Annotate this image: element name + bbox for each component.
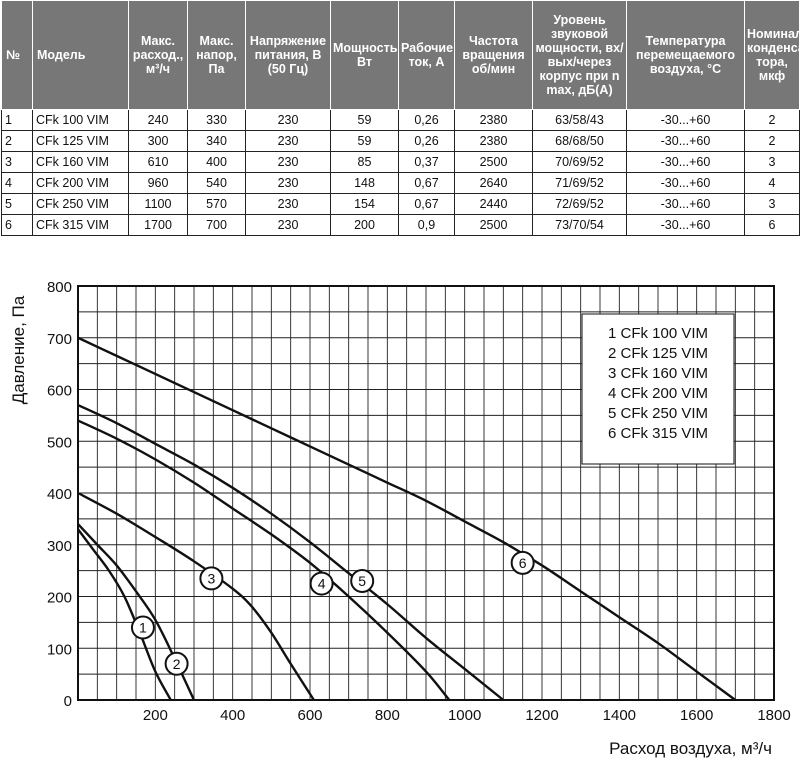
table-cell: 0,26 — [399, 131, 455, 152]
table-cell: 230 — [246, 173, 331, 194]
table-cell: 6 — [2, 215, 33, 236]
column-header: Температура перемещаемого воздуха, °С — [627, 1, 745, 110]
table-cell: 570 — [188, 194, 246, 215]
column-header: Мощность Вт — [331, 1, 399, 110]
table-cell: CFk 315 VIM — [33, 215, 129, 236]
curve-4 — [78, 421, 449, 700]
table-cell: 3 — [745, 194, 800, 215]
table-row — [2, 194, 800, 215]
table-cell: 610 — [129, 152, 188, 173]
column-header: Рабочие ток, А — [399, 1, 455, 110]
legend-entry: 3 CFk 160 VIM — [608, 365, 709, 382]
table-cell: 300 — [129, 131, 188, 152]
table-cell: 85 — [331, 152, 399, 173]
marker-label: 3 — [207, 570, 216, 587]
spec-table — [1, 0, 809, 236]
marker-label: 4 — [317, 575, 326, 592]
x-tick-label: 1200 — [525, 707, 559, 724]
table-cell: 71/69/52 — [533, 173, 627, 194]
table-cell: 68/68/50 — [533, 131, 627, 152]
table-cell: -30...+60 — [627, 173, 745, 194]
y-tick-label: 500 — [46, 434, 72, 452]
table-cell: CFk 160 VIM — [33, 152, 129, 173]
table-cell: 4 — [745, 173, 800, 194]
x-tick-label: 400 — [220, 707, 246, 724]
column-header: Уровень звуковой мощности, вх/вых/через корпус при n max, дБ(А) — [533, 1, 627, 110]
table-cell: 330 — [188, 110, 246, 131]
table-cell: 1 — [2, 110, 33, 131]
table-row — [2, 131, 800, 152]
x-tick-label: 600 — [297, 707, 323, 724]
table-cell: 230 — [246, 215, 331, 236]
column-header: № — [2, 1, 33, 110]
legend-entry: 6 CFk 315 VIM — [608, 425, 709, 442]
table-row — [2, 152, 800, 173]
table-cell: 960 — [129, 173, 188, 194]
table-cell: 400 — [188, 152, 246, 173]
marker-label: 1 — [139, 619, 147, 636]
marker-label: 6 — [518, 554, 527, 571]
table-cell: 2380 — [455, 110, 533, 131]
legend-entry: 1 CFk 100 VIM — [608, 325, 709, 342]
table-cell: 1700 — [129, 215, 188, 236]
x-tick-label: 800 — [374, 707, 400, 724]
table-cell: 240 — [129, 110, 188, 131]
marker-5 — [351, 570, 373, 592]
table-cell: 59 — [331, 110, 399, 131]
x-tick-label: 1800 — [757, 707, 791, 724]
marker-1 — [132, 617, 154, 639]
table-cell: 2440 — [455, 194, 533, 215]
table-body — [2, 110, 800, 236]
column-header: Макс. напор, Па — [188, 1, 246, 110]
table-cell: 2500 — [455, 152, 533, 173]
table-cell: 2 — [745, 131, 800, 152]
marker-label: 2 — [172, 655, 181, 672]
table-cell: -30...+60 — [627, 131, 745, 152]
y-tick-label: 0 — [63, 693, 72, 710]
table-cell: 0,9 — [399, 215, 455, 236]
y-tick-label: 300 — [46, 537, 72, 555]
x-tick-label: 200 — [142, 707, 168, 724]
table-cell: 154 — [331, 194, 399, 215]
legend-entry: 5 CFk 250 VIM — [608, 405, 709, 422]
y-tick-label: 100 — [46, 641, 72, 659]
table-cell: 73/70/54 — [533, 215, 627, 236]
column-header: Модель — [33, 1, 129, 110]
y-tick-label: 700 — [46, 330, 72, 348]
table-cell: CFk 100 VIM — [33, 110, 129, 131]
x-tick-label: 1000 — [447, 707, 482, 724]
y-axis-label: Давление, Па — [9, 295, 28, 405]
table-cell: 1100 — [129, 194, 188, 215]
table-cell: 59 — [331, 131, 399, 152]
table-cell: 72/69/52 — [533, 194, 627, 215]
table-cell: -30...+60 — [627, 194, 745, 215]
table-row — [2, 110, 800, 131]
table-cell: 0,67 — [399, 173, 455, 194]
table-cell: 3 — [2, 152, 33, 173]
table-cell: 340 — [188, 131, 246, 152]
y-axis-ticks — [47, 279, 72, 710]
legend — [582, 314, 734, 464]
table-cell: 2380 — [455, 131, 533, 152]
x-tick-label: 1400 — [602, 707, 637, 724]
table-cell: 2500 — [455, 215, 533, 236]
marker-label: 5 — [358, 572, 367, 589]
marker-2 — [166, 653, 188, 675]
table-cell: 5 — [2, 194, 33, 215]
column-header: Напряжение питания, В (50 Гц) — [246, 1, 331, 110]
table-cell: 4 — [2, 173, 33, 194]
table-cell: 3 — [745, 152, 800, 173]
column-header: Номинал конденса-тора, мкф — [745, 1, 800, 110]
table-cell: 70/69/52 — [533, 152, 627, 173]
table-row — [2, 215, 800, 236]
table-cell: 2640 — [455, 173, 533, 194]
table-cell: 6 — [745, 215, 800, 236]
y-tick-label: 800 — [46, 279, 72, 296]
x-axis-label: Расход воздуха, м³/ч — [609, 739, 772, 758]
table-cell: 0,26 — [399, 110, 455, 131]
legend-entry: 2 CFk 125 VIM — [608, 345, 709, 362]
table-cell: 230 — [246, 152, 331, 173]
marker-4 — [311, 573, 333, 595]
y-tick-label: 200 — [46, 589, 72, 607]
table-cell: 0,37 — [399, 152, 455, 173]
table-cell: CFk 125 VIM — [33, 131, 129, 152]
table-cell: 0,67 — [399, 194, 455, 215]
marker-3 — [200, 567, 222, 589]
column-header: Макс. расход., м³/ч — [129, 1, 188, 110]
table-header-row — [2, 1, 800, 110]
x-tick-label: 1600 — [679, 707, 714, 724]
legend-entry: 4 CFk 200 VIM — [608, 385, 709, 402]
table-cell: -30...+60 — [627, 152, 745, 173]
table-cell: 148 — [331, 173, 399, 194]
column-header: Частота вращения об/мин — [455, 1, 533, 110]
table-cell: 200 — [331, 215, 399, 236]
table-cell: 2 — [2, 131, 33, 152]
pressure-flow-chart — [0, 270, 800, 761]
table-row — [2, 173, 800, 194]
marker-6 — [512, 552, 534, 574]
table-cell: CFk 250 VIM — [33, 194, 129, 215]
table-cell: -30...+60 — [627, 215, 745, 236]
table-cell: 230 — [246, 110, 331, 131]
table-cell: 540 — [188, 173, 246, 194]
table-cell: 230 — [246, 131, 331, 152]
table-cell: 63/58/43 — [533, 110, 627, 131]
table-cell: 230 — [246, 194, 331, 215]
y-tick-label: 400 — [46, 486, 72, 503]
table-cell: -30...+60 — [627, 110, 745, 131]
y-tick-label: 600 — [46, 382, 72, 400]
table-cell: 2 — [745, 110, 800, 131]
table-cell: 700 — [188, 215, 246, 236]
table-cell: CFk 200 VIM — [33, 173, 129, 194]
x-axis-ticks — [143, 707, 791, 724]
